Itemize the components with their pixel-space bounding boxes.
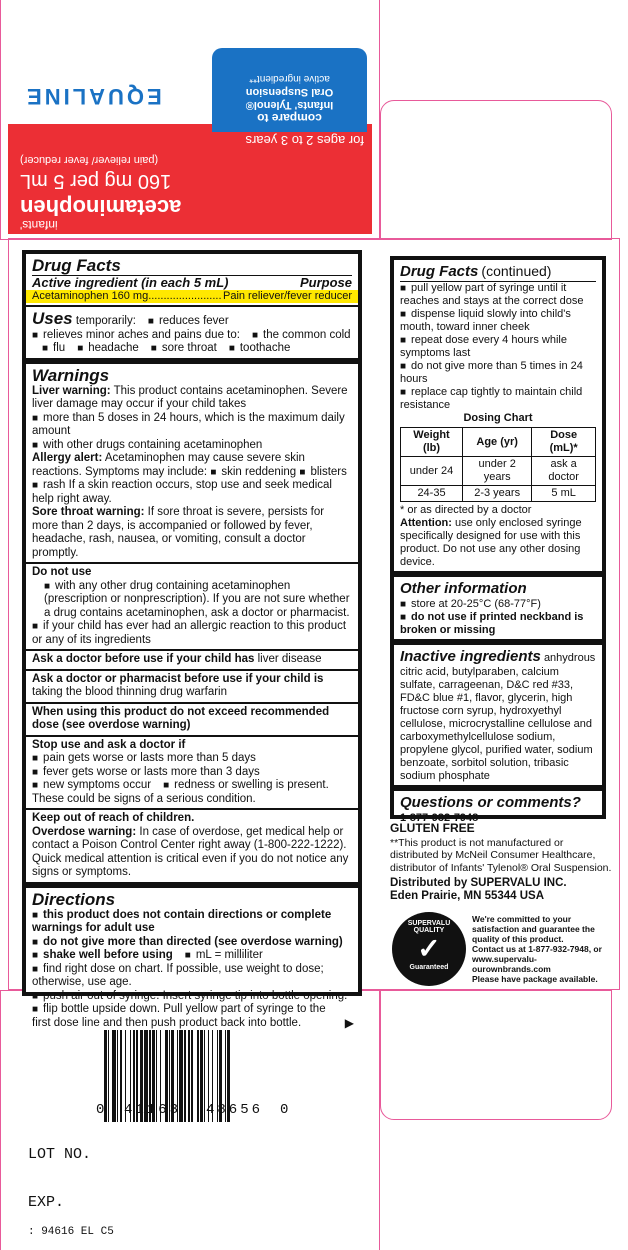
compare-line4: active ingredient** bbox=[249, 73, 330, 84]
stop-head: Stop use and ask a doctor if bbox=[32, 738, 186, 751]
liver-head: Liver warning: bbox=[32, 384, 111, 397]
inactive-text: anhydrous citric acid, butylparaben, calcium sulfate, carrageenan, D&C red #33, FD&C blue #1, flavor, glycerin, high fructose corn syrup, hydroxyethyl cellulose, microcrystalline cellulose and carboxymethylcellulose sodium, propylene glycol, purified water, sodium benzoate, sorbitol solution, tribasic sodium phosphate bbox=[400, 652, 596, 782]
compare-line2: Infants' Tylenol® bbox=[245, 99, 334, 111]
row1-weight: under 24 bbox=[401, 457, 463, 486]
uses-7: ■ toothache bbox=[229, 342, 291, 356]
donot-1: ■ with any other drug containing acetaminophen (prescription or nonprescription). If you are not sure whether a drug contains acetaminophen, ask a doctor or pharmacist. bbox=[44, 580, 352, 621]
overdose-head: Overdose warning: bbox=[32, 825, 137, 838]
table-row bbox=[401, 486, 596, 502]
allergy-2: ■ blisters bbox=[299, 466, 346, 478]
compare-line3: Oral Suspension bbox=[245, 86, 334, 98]
age-band bbox=[8, 124, 372, 234]
throat-head: Sore throat warning: bbox=[32, 506, 145, 518]
row2-weight: 24-35 bbox=[401, 486, 463, 502]
donot-head: Do not use bbox=[32, 566, 92, 578]
other-info-section bbox=[394, 571, 602, 639]
seal-check-icon: ✓ bbox=[417, 933, 441, 964]
phone: 1-877-932-7948 bbox=[400, 812, 479, 824]
product-line1: infants' bbox=[20, 218, 58, 232]
drug-facts-right bbox=[390, 256, 606, 824]
uses-6: ■ sore throat bbox=[151, 342, 217, 356]
other-1: ■ store at 20-25°C (68-77°F) bbox=[400, 598, 596, 611]
when-using: When using this product do not exceed recommended dose (see overdose warning) bbox=[26, 702, 358, 735]
commit-3: Please have package available. bbox=[472, 974, 598, 984]
overdose-text: In case of overdose, get medical help or contact a Poison Control Center right away (1-800-222-1222). Quick medical attention is critical even if you do not notice any signs or symptoms. bbox=[32, 825, 349, 878]
dir-5: ■ push air out of syringe. Insert syringe tip into bottle opening. bbox=[32, 990, 352, 1004]
commit-2: Contact us at 1-877-932-7948, or www.supervalu-ourownbrands.com bbox=[472, 944, 602, 974]
uses-4: ■ flu bbox=[42, 342, 65, 354]
product-name: acetaminophen bbox=[20, 195, 182, 220]
dir-11: ■ replace cap tightly to maintain child resistance bbox=[400, 386, 596, 412]
uses-1: ■ reduces fever bbox=[148, 315, 229, 329]
compare-line1: compare to bbox=[257, 111, 322, 125]
askdoc-section bbox=[26, 649, 358, 669]
compare-flag bbox=[212, 48, 367, 132]
active-row bbox=[26, 290, 358, 304]
right-footer bbox=[390, 822, 612, 902]
stop-end: These could be signs of a serious condition. bbox=[32, 792, 256, 805]
col-dose: Dose (mL)* bbox=[532, 428, 596, 457]
allergy-1: ■ skin reddening bbox=[210, 466, 296, 478]
questions-title: Questions or comments? bbox=[400, 794, 581, 811]
askpharm-head: Ask a doctor or pharmacist before use if your child is bbox=[32, 672, 324, 685]
keep-head: Keep out of reach of children. bbox=[32, 812, 195, 824]
chart-title: Dosing Chart bbox=[463, 412, 533, 424]
uses-2: ■ relieves minor aches and pains due to: bbox=[32, 329, 240, 341]
dir-8: ■ dispense liquid slowly into child's mouth, toward inner cheek bbox=[400, 308, 596, 334]
barcode-left: 0 bbox=[96, 1102, 105, 1118]
commitment bbox=[472, 914, 612, 984]
df-title: Drug Facts bbox=[32, 256, 121, 275]
keep-section bbox=[26, 808, 358, 882]
lot-code: : 94616 EL C5 bbox=[28, 1226, 114, 1238]
purpose-heading: Purpose bbox=[299, 275, 352, 290]
quality-seal bbox=[392, 912, 466, 986]
askdoc-text: liver disease bbox=[257, 653, 322, 665]
seal-top-text: SUPERVALU QUALITY bbox=[407, 920, 451, 934]
dir-3b: ■ mL = milliliter bbox=[185, 949, 263, 963]
gluten-free: GLUTEN FREE bbox=[390, 821, 475, 835]
liver-b2: ■ with other drugs containing acetaminophen bbox=[32, 439, 352, 453]
dosing-chart bbox=[400, 427, 596, 502]
barcode-right: 0 bbox=[280, 1102, 289, 1118]
col-weight: Weight (lb) bbox=[401, 428, 463, 457]
active-heading: Active ingredient (in each 5 mL) bbox=[32, 275, 229, 290]
inactive-section bbox=[394, 639, 602, 785]
stop-3: ■ new symptoms occur bbox=[32, 779, 151, 791]
other-title: Other information bbox=[400, 580, 527, 597]
front-panel bbox=[8, 4, 372, 234]
warnings-title: Warnings bbox=[32, 365, 110, 385]
disclaimer: **This product is not manufactured or distributed by McNeil Consumer Healthcare, distributor of Infants' Tylenol® Oral Suspension. bbox=[390, 836, 612, 874]
age-line: for ages 2 to 3 years bbox=[245, 133, 364, 148]
row2-dose: 5 mL bbox=[532, 486, 596, 502]
uses-title: Uses bbox=[32, 309, 73, 328]
dieline-right-flap bbox=[380, 100, 612, 240]
directions-section bbox=[26, 882, 358, 1033]
col-age: Age (yr) bbox=[463, 428, 532, 457]
commit-1: We're committed to your satisfaction and guarantee the quality of this product. bbox=[472, 914, 595, 944]
barcode-digits1: 41163 bbox=[124, 1102, 182, 1118]
warnings-section bbox=[26, 358, 358, 563]
strength: 160 mg per 5 mL bbox=[20, 170, 172, 192]
askpharm-text: taking the blood thinning drug warfarin bbox=[32, 686, 227, 698]
right-title-cont: (continued) bbox=[481, 263, 552, 279]
stop-2: ■ fever gets worse or lasts more than 3 days bbox=[32, 766, 352, 780]
throat-text: If sore throat is severe, persists for more than 2 days, is accompanied or followed by fever, headache, rash, nausea, or vomiting, consult a doctor promptly. bbox=[32, 506, 325, 559]
df-title-section bbox=[26, 254, 358, 305]
dir-9: ■ repeat dose every 4 hours while symptoms last bbox=[400, 334, 596, 360]
dir-6: ■ flip bottle upside down. Pull yellow part of syringe to the first dose line and then push product back into bottle. bbox=[32, 1003, 352, 1030]
allergy-head: Allergy alert: bbox=[32, 452, 103, 464]
brand-logo: EQUALINE bbox=[24, 84, 162, 109]
lot-label: LOT NO. bbox=[28, 1146, 92, 1163]
product-sub: (pain reliever/ fever reducer) bbox=[20, 154, 159, 166]
donot-2: ■ if your child has ever had an allergic reaction to this product or any of its ingredients bbox=[32, 620, 352, 647]
dir-3: ■ shake well before using bbox=[32, 949, 173, 961]
uses-3: ■ the common cold bbox=[252, 329, 351, 343]
allergy-end: If a skin reaction occurs, stop use and seek medical help right away. bbox=[32, 479, 332, 505]
row1-age: under 2 years bbox=[463, 457, 532, 486]
active-purpose: Pain reliever/fever reducer bbox=[222, 289, 352, 302]
stop-1: ■ pain gets worse or lasts more than 5 days bbox=[32, 752, 352, 766]
donot-section bbox=[26, 562, 358, 649]
liver-b1: ■ more than 5 doses in 24 hours, which is the maximum daily amount bbox=[32, 412, 352, 439]
allergy-text: Acetaminophen may cause severe skin reactions. Symptoms may include: bbox=[32, 452, 305, 478]
other-2: ■ do not use if printed neckband is broken or missing bbox=[400, 611, 596, 637]
row2-age: 2-3 years bbox=[463, 486, 532, 502]
stop-4: ■ redness or swelling is present. bbox=[163, 779, 329, 793]
stop-section bbox=[26, 735, 358, 809]
attention-head: Attention: bbox=[400, 517, 452, 529]
dir-4: ■ find right dose on chart. If possible, use weight to dose; otherwise, use age. bbox=[32, 963, 352, 990]
dir-10: ■ do not give more than 5 times in 24 hours bbox=[400, 360, 596, 386]
attention-text: use only enclosed syringe specifically designed for use with this product. Do not use any other dosing device. bbox=[400, 517, 582, 568]
dieline-bottom-flap bbox=[380, 990, 612, 1120]
distributor-address: Eden Prairie, MN 55344 USA bbox=[390, 889, 545, 902]
right-title: Drug Facts bbox=[400, 263, 479, 280]
dir-2: ■ do not give more than directed (see overdose warning) bbox=[32, 936, 352, 950]
drug-facts-left bbox=[22, 250, 362, 1030]
askdoc-head: Ask a doctor before use if your child has bbox=[32, 653, 255, 665]
uses-5: ■ headache bbox=[77, 342, 139, 356]
continue-arrow-icon: ▶ bbox=[344, 1015, 354, 1030]
dir-1: ■ this product does not contain directions or complete warnings for adult use bbox=[32, 909, 352, 936]
uses-section bbox=[26, 305, 358, 358]
inactive-title: Inactive ingredients bbox=[400, 648, 541, 665]
directions-title: Directions bbox=[32, 889, 116, 909]
distributed-by: Distributed by SUPERVALU INC. bbox=[390, 877, 567, 889]
liver-text: This product contains acetaminophen. Severe liver damage may occur if your child takes bbox=[32, 384, 348, 410]
active-line: Acetaminophen 160 mg........................ bbox=[32, 289, 222, 302]
askpharm-section bbox=[26, 669, 358, 702]
chart-note: * or as directed by a doctor bbox=[400, 504, 532, 516]
right-directions bbox=[394, 260, 602, 571]
dir-7: ■ pull yellow part of syringe until it reaches and stays at the correct dose bbox=[400, 281, 596, 308]
row1-dose: ask a doctor bbox=[532, 457, 596, 486]
uses-intro: temporarily: bbox=[75, 315, 136, 327]
table-row bbox=[401, 457, 596, 486]
seal-bottom-text: Guaranteed bbox=[409, 964, 449, 971]
allergy-3: ■ rash bbox=[32, 479, 65, 491]
exp-label: EXP. bbox=[28, 1194, 65, 1211]
barcode-digits2: 48656 bbox=[206, 1102, 264, 1118]
